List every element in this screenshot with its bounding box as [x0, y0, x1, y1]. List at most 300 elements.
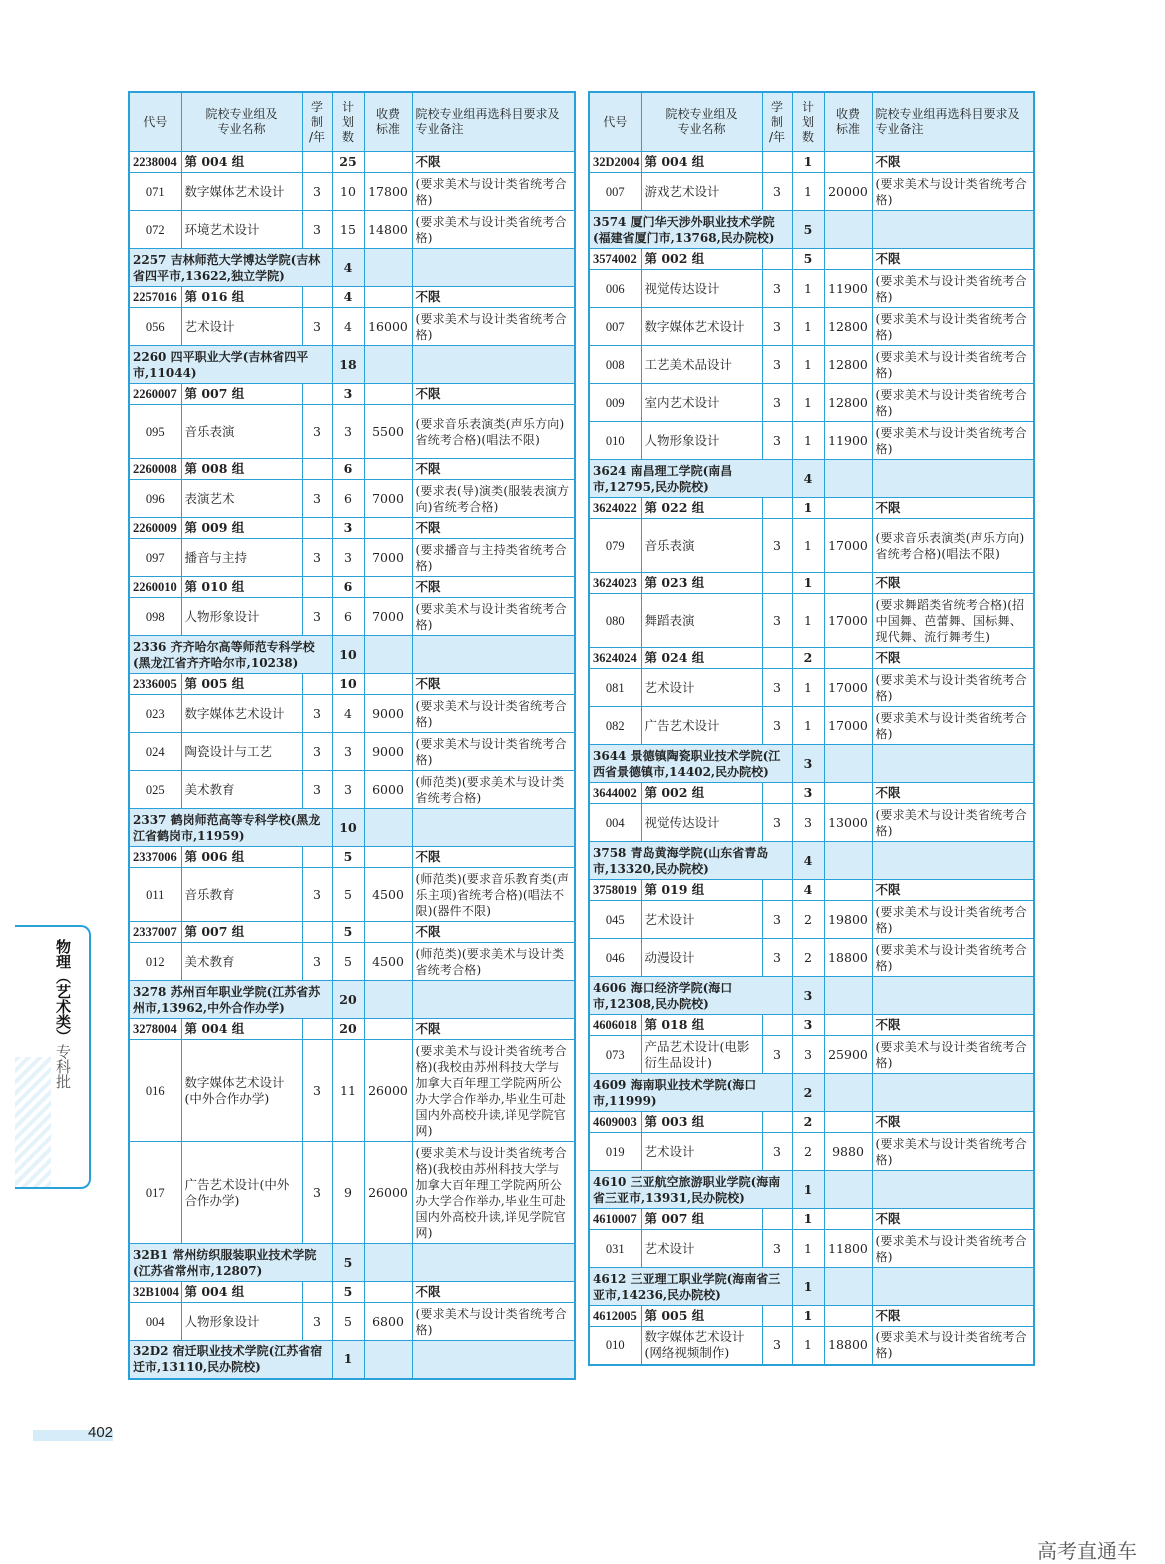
major-code: 095 [129, 405, 181, 459]
group-remark: 不限 [412, 847, 575, 868]
major-plan: 1 [792, 422, 824, 460]
group-years [302, 1282, 332, 1303]
group-years [302, 674, 332, 695]
group-name: 第 023 组 [641, 573, 762, 594]
major-code: 071 [129, 173, 181, 211]
major-name: 室内艺术设计 [641, 384, 762, 422]
major-name: 数字媒体艺术设计 [641, 308, 762, 346]
major-plan: 3 [332, 771, 364, 809]
major-name: 产品艺术设计(电影衍生品设计) [641, 1036, 762, 1074]
major-code: 025 [129, 771, 181, 809]
major-row [589, 804, 1034, 842]
major-years: 3 [302, 211, 332, 249]
major-years: 3 [302, 771, 332, 809]
major-years: 3 [302, 943, 332, 981]
school-row [589, 211, 1034, 249]
major-row [589, 1133, 1034, 1171]
group-code: 3624023 [589, 573, 641, 594]
group-name: 第 019 组 [641, 880, 762, 901]
major-remark: (要求美术与设计类省统考合格) [872, 707, 1034, 745]
group-code: 2260007 [129, 384, 181, 405]
group-name: 第 002 组 [641, 249, 762, 270]
major-remark: (要求美术与设计类省统考合格) [412, 598, 575, 636]
major-remark: (要求音乐表演类(声乐方向)省统考合格)(唱法不限) [412, 405, 575, 459]
school-name: 4609 海南职业技术学院(海口市,11999) [589, 1074, 792, 1112]
group-years [762, 783, 792, 804]
major-plan: 4 [332, 308, 364, 346]
school-name: 3574 厦门华天涉外职业技术学院(福建省厦门市,13768,民办院校) [589, 211, 792, 249]
major-name: 人物形象设计 [181, 1303, 302, 1341]
major-row [129, 539, 575, 577]
major-remark: (要求美术与设计类省统考合格) [412, 308, 575, 346]
group-code: 2337007 [129, 922, 181, 943]
group-plan: 3 [792, 783, 824, 804]
major-row [129, 771, 575, 809]
group-fee [824, 1112, 872, 1133]
major-code: 096 [129, 480, 181, 518]
school-row [589, 1074, 1034, 1112]
major-years: 3 [762, 1133, 792, 1171]
group-plan: 10 [332, 674, 364, 695]
major-row [589, 519, 1034, 573]
group-remark: 不限 [412, 1019, 575, 1040]
group-row [589, 249, 1034, 270]
group-name: 第 016 组 [181, 287, 302, 308]
group-plan: 3 [332, 384, 364, 405]
major-fee: 4500 [364, 943, 412, 981]
major-name: 表演艺术 [181, 480, 302, 518]
side-tab-batch: 专科批 [54, 1044, 72, 1089]
major-remark: (要求美术与设计类省统考合格) [872, 1327, 1034, 1365]
page-number: 402 [88, 1424, 114, 1441]
school-row [589, 977, 1034, 1015]
group-fee [824, 1015, 872, 1036]
school-plan: 1 [792, 1171, 824, 1209]
group-plan: 5 [332, 922, 364, 943]
school-plan: 1 [332, 1341, 364, 1379]
group-plan: 5 [332, 847, 364, 868]
major-years: 3 [302, 1303, 332, 1341]
major-name: 数字媒体艺术设计(网络视频制作) [641, 1327, 762, 1365]
major-row [589, 346, 1034, 384]
group-row [589, 783, 1034, 804]
major-years: 3 [302, 1142, 332, 1244]
major-fee: 17000 [824, 669, 872, 707]
group-code: 2260010 [129, 577, 181, 598]
major-code: 082 [589, 707, 641, 745]
major-plan: 1 [792, 594, 824, 648]
school-row [129, 1341, 575, 1379]
major-years: 3 [762, 804, 792, 842]
group-name: 第 007 组 [181, 922, 302, 943]
group-code: 3278004 [129, 1019, 181, 1040]
group-years [302, 577, 332, 598]
major-plan: 1 [792, 519, 824, 573]
group-plan: 5 [332, 1282, 364, 1303]
major-code: 072 [129, 211, 181, 249]
major-code: 004 [129, 1303, 181, 1341]
group-plan: 1 [792, 573, 824, 594]
school-plan: 4 [792, 460, 824, 498]
school-remark [872, 1074, 1034, 1112]
major-row [589, 270, 1034, 308]
header-remark: 院校专业组再选科目要求及 专业备注 [412, 92, 575, 152]
group-name: 第 022 组 [641, 498, 762, 519]
group-years [302, 518, 332, 539]
major-plan: 2 [792, 1133, 824, 1171]
major-remark: (要求美术与设计类省统考合格)(我校由苏州科技大学与加拿大百年理工学院两所公办大学合作举办,毕业生可赴国内外高校升读,详见学院官网) [412, 1040, 575, 1142]
group-remark: 不限 [872, 249, 1034, 270]
group-code: 3644002 [589, 783, 641, 804]
group-code: 4606018 [589, 1015, 641, 1036]
major-row [129, 211, 575, 249]
group-row [129, 1282, 575, 1303]
major-years: 3 [302, 733, 332, 771]
major-row [129, 173, 575, 211]
group-years [762, 648, 792, 669]
major-code: 056 [129, 308, 181, 346]
major-code: 007 [589, 173, 641, 211]
major-code: 010 [589, 422, 641, 460]
major-code: 097 [129, 539, 181, 577]
major-remark: (要求美术与设计类省统考合格) [412, 211, 575, 249]
major-code: 011 [129, 868, 181, 922]
group-code: 4609003 [589, 1112, 641, 1133]
group-remark: 不限 [412, 459, 575, 480]
major-remark: (要求美术与设计类省统考合格) [412, 1303, 575, 1341]
major-fee: 17800 [364, 173, 412, 211]
major-remark: (要求美术与设计类省统考合格) [412, 733, 575, 771]
school-name: 4606 海口经济学院(海口市,12308,民办院校) [589, 977, 792, 1015]
group-years [762, 152, 792, 173]
major-remark: (师范类)(要求美术与设计类省统考合格) [412, 771, 575, 809]
major-row [589, 901, 1034, 939]
major-remark: (要求舞蹈类省统考合格)(招中国舞、芭蕾舞、国标舞、现代舞、流行舞考生) [872, 594, 1034, 648]
school-name: 4610 三亚航空旅游职业学院(海南省三亚市,13931,民办院校) [589, 1171, 792, 1209]
group-remark: 不限 [872, 783, 1034, 804]
group-row [589, 880, 1034, 901]
major-name: 游戏艺术设计 [641, 173, 762, 211]
major-plan: 1 [792, 669, 824, 707]
group-plan: 3 [332, 518, 364, 539]
major-plan: 3 [332, 539, 364, 577]
group-plan: 6 [332, 577, 364, 598]
header-name: 院校专业组及 专业名称 [641, 92, 762, 152]
major-fee: 17000 [824, 707, 872, 745]
major-row [589, 1327, 1034, 1365]
major-fee: 7000 [364, 539, 412, 577]
school-plan: 5 [332, 1244, 364, 1282]
school-plan: 2 [792, 1074, 824, 1112]
major-remark: (要求美术与设计类省统考合格) [872, 173, 1034, 211]
major-row [589, 1036, 1034, 1074]
major-remark: (要求美术与设计类省统考合格)(我校由苏州科技大学与加拿大百年理工学院两所公办大学合作举办,毕业生可赴国内外高校升读,详见学院官网) [412, 1142, 575, 1244]
major-name: 数字媒体艺术设计(中外合作办学) [181, 1040, 302, 1142]
major-remark: (要求美术与设计类省统考合格) [872, 384, 1034, 422]
group-fee [824, 1209, 872, 1230]
group-plan: 4 [792, 880, 824, 901]
group-code: 32D2004 [589, 152, 641, 173]
major-plan: 1 [792, 1327, 824, 1365]
side-tab-category: 物理（艺术类） [54, 939, 72, 1044]
school-plan: 4 [332, 249, 364, 287]
group-plan: 2 [792, 1112, 824, 1133]
major-years: 3 [762, 707, 792, 745]
school-name: 3644 景德镇陶瓷职业技术学院(江西省景德镇市,14402,民办院校) [589, 745, 792, 783]
school-remark [872, 1171, 1034, 1209]
header-plan: 计 划 数 [332, 92, 364, 152]
major-fee: 26000 [364, 1142, 412, 1244]
school-remark [872, 745, 1034, 783]
group-fee [364, 1019, 412, 1040]
school-remark [872, 977, 1034, 1015]
school-name: 2337 鹤岗师范高等专科学校(黑龙江省鹤岗市,11959) [129, 809, 332, 847]
group-code: 32B1004 [129, 1282, 181, 1303]
group-name: 第 018 组 [641, 1015, 762, 1036]
major-plan: 1 [792, 707, 824, 745]
group-code: 2260008 [129, 459, 181, 480]
header-years: 学 制 /年 [302, 92, 332, 152]
major-plan: 5 [332, 868, 364, 922]
school-remark [412, 1244, 575, 1282]
major-fee: 7000 [364, 598, 412, 636]
school-remark [412, 981, 575, 1019]
tab-stripe-pattern [15, 1057, 51, 1187]
major-years: 3 [302, 868, 332, 922]
group-row [129, 674, 575, 695]
major-fee: 18800 [824, 1327, 872, 1365]
major-plan: 11 [332, 1040, 364, 1142]
major-name: 动漫设计 [641, 939, 762, 977]
group-code: 4610007 [589, 1209, 641, 1230]
school-fee [364, 249, 412, 287]
group-name: 第 005 组 [641, 1306, 762, 1327]
header-plan: 计 划 数 [792, 92, 824, 152]
major-row [589, 384, 1034, 422]
major-remark: (要求美术与设计类省统考合格) [872, 939, 1034, 977]
group-remark: 不限 [872, 1209, 1034, 1230]
school-remark [412, 249, 575, 287]
group-remark: 不限 [412, 674, 575, 695]
major-row [129, 598, 575, 636]
major-fee: 12800 [824, 308, 872, 346]
major-code: 012 [129, 943, 181, 981]
group-code: 3758019 [589, 880, 641, 901]
major-code: 016 [129, 1040, 181, 1142]
group-code: 2257016 [129, 287, 181, 308]
major-fee: 11800 [824, 1230, 872, 1268]
major-plan: 1 [792, 1230, 824, 1268]
major-plan: 1 [792, 173, 824, 211]
major-code: 024 [129, 733, 181, 771]
major-remark: (要求美术与设计类省统考合格) [412, 173, 575, 211]
major-row [589, 1230, 1034, 1268]
major-remark: (要求美术与设计类省统考合格) [872, 346, 1034, 384]
major-years: 3 [762, 1327, 792, 1365]
group-fee [364, 922, 412, 943]
group-row [589, 648, 1034, 669]
group-code: 2260009 [129, 518, 181, 539]
major-plan: 1 [792, 308, 824, 346]
header-remark: 院校专业组再选科目要求及 专业备注 [872, 92, 1034, 152]
major-plan: 2 [792, 901, 824, 939]
header-code: 代号 [589, 92, 641, 152]
school-fee [364, 346, 412, 384]
group-years [302, 1019, 332, 1040]
group-years [302, 152, 332, 173]
header-years: 学 制 /年 [762, 92, 792, 152]
major-name: 音乐教育 [181, 868, 302, 922]
major-row [129, 1142, 575, 1244]
side-tab-label [53, 939, 74, 1089]
major-fee: 7000 [364, 480, 412, 518]
major-row [589, 308, 1034, 346]
group-fee [824, 249, 872, 270]
group-fee [824, 573, 872, 594]
major-row [129, 480, 575, 518]
major-plan: 1 [792, 270, 824, 308]
major-fee: 20000 [824, 173, 872, 211]
school-row [129, 809, 575, 847]
group-plan: 1 [792, 1306, 824, 1327]
school-fee [364, 981, 412, 1019]
group-fee [364, 459, 412, 480]
major-remark: (师范类)(要求美术与设计类省统考合格) [412, 943, 575, 981]
major-row [129, 1040, 575, 1142]
major-code: 019 [589, 1133, 641, 1171]
major-plan: 3 [792, 1036, 824, 1074]
major-name: 艺术设计 [641, 669, 762, 707]
group-remark: 不限 [872, 880, 1034, 901]
header-fee: 收费 标准 [364, 92, 412, 152]
major-years: 3 [762, 939, 792, 977]
major-row [129, 868, 575, 922]
major-plan: 5 [332, 1303, 364, 1341]
major-plan: 10 [332, 173, 364, 211]
group-plan: 6 [332, 459, 364, 480]
major-name: 美术教育 [181, 943, 302, 981]
group-code: 3624022 [589, 498, 641, 519]
major-row [589, 707, 1034, 745]
major-plan: 15 [332, 211, 364, 249]
school-fee [824, 1268, 872, 1306]
group-name: 第 010 组 [181, 577, 302, 598]
major-remark: (要求美术与设计类省统考合格) [872, 1036, 1034, 1074]
group-name: 第 002 组 [641, 783, 762, 804]
major-name: 人物形象设计 [641, 422, 762, 460]
major-row [129, 405, 575, 459]
major-remark: (要求表(导)演类(服装表演方向)省统考合格) [412, 480, 575, 518]
major-remark: (要求美术与设计类省统考合格) [872, 1133, 1034, 1171]
group-remark: 不限 [872, 1015, 1034, 1036]
group-remark: 不限 [412, 922, 575, 943]
school-row [129, 1244, 575, 1282]
school-name: 2336 齐齐哈尔高等师范专科学校(黑龙江省齐齐哈尔市,10238) [129, 636, 332, 674]
group-fee [364, 1282, 412, 1303]
group-row [129, 1019, 575, 1040]
major-name: 艺术设计 [641, 1133, 762, 1171]
major-fee: 25900 [824, 1036, 872, 1074]
school-name: 2260 四平职业大学(吉林省四平市,11044) [129, 346, 332, 384]
major-name: 播音与主持 [181, 539, 302, 577]
group-row [589, 1015, 1034, 1036]
school-plan: 5 [792, 211, 824, 249]
major-fee: 12800 [824, 384, 872, 422]
major-fee: 18800 [824, 939, 872, 977]
group-row [589, 152, 1034, 173]
major-name: 视觉传达设计 [641, 270, 762, 308]
group-row [129, 384, 575, 405]
group-name: 第 004 组 [181, 1282, 302, 1303]
left-table-body [129, 152, 575, 1379]
major-remark: (要求美术与设计类省统考合格) [872, 804, 1034, 842]
major-years: 3 [762, 346, 792, 384]
group-row [589, 498, 1034, 519]
group-remark: 不限 [872, 648, 1034, 669]
major-remark: (要求美术与设计类省统考合格) [872, 669, 1034, 707]
major-name: 音乐表演 [641, 519, 762, 573]
major-remark: (要求美术与设计类省统考合格) [872, 422, 1034, 460]
major-name: 人物形象设计 [181, 598, 302, 636]
group-plan: 1 [792, 1209, 824, 1230]
group-plan: 2 [792, 648, 824, 669]
major-code: 023 [129, 695, 181, 733]
group-plan: 1 [792, 498, 824, 519]
group-years [762, 1112, 792, 1133]
group-years [762, 573, 792, 594]
group-remark: 不限 [412, 287, 575, 308]
major-years: 3 [302, 598, 332, 636]
group-years [762, 498, 792, 519]
school-row [589, 1268, 1034, 1306]
group-code: 2238004 [129, 152, 181, 173]
major-fee: 17000 [824, 519, 872, 573]
school-row [589, 460, 1034, 498]
major-plan: 6 [332, 480, 364, 518]
group-years [302, 922, 332, 943]
group-name: 第 004 组 [181, 1019, 302, 1040]
major-code: 009 [589, 384, 641, 422]
group-row [129, 287, 575, 308]
major-remark: (要求美术与设计类省统考合格) [412, 695, 575, 733]
school-row [589, 745, 1034, 783]
major-name: 音乐表演 [181, 405, 302, 459]
major-name: 视觉传达设计 [641, 804, 762, 842]
major-code: 080 [589, 594, 641, 648]
major-years: 3 [762, 1230, 792, 1268]
group-remark: 不限 [872, 498, 1034, 519]
school-row [129, 346, 575, 384]
group-row [129, 922, 575, 943]
group-code: 2337006 [129, 847, 181, 868]
major-row [129, 733, 575, 771]
major-remark: (要求播音与主持类省统考合格) [412, 539, 575, 577]
school-fee [824, 977, 872, 1015]
school-plan: 10 [332, 636, 364, 674]
major-remark: (要求美术与设计类省统考合格) [872, 901, 1034, 939]
group-row [129, 577, 575, 598]
group-row [589, 1112, 1034, 1133]
major-fee: 9880 [824, 1133, 872, 1171]
group-years [762, 880, 792, 901]
group-fee [364, 674, 412, 695]
group-years [302, 384, 332, 405]
major-name: 广告艺术设计(中外合作办学) [181, 1142, 302, 1244]
school-fee [824, 460, 872, 498]
school-plan: 1 [792, 1268, 824, 1306]
major-years: 3 [762, 308, 792, 346]
major-plan: 1 [792, 346, 824, 384]
